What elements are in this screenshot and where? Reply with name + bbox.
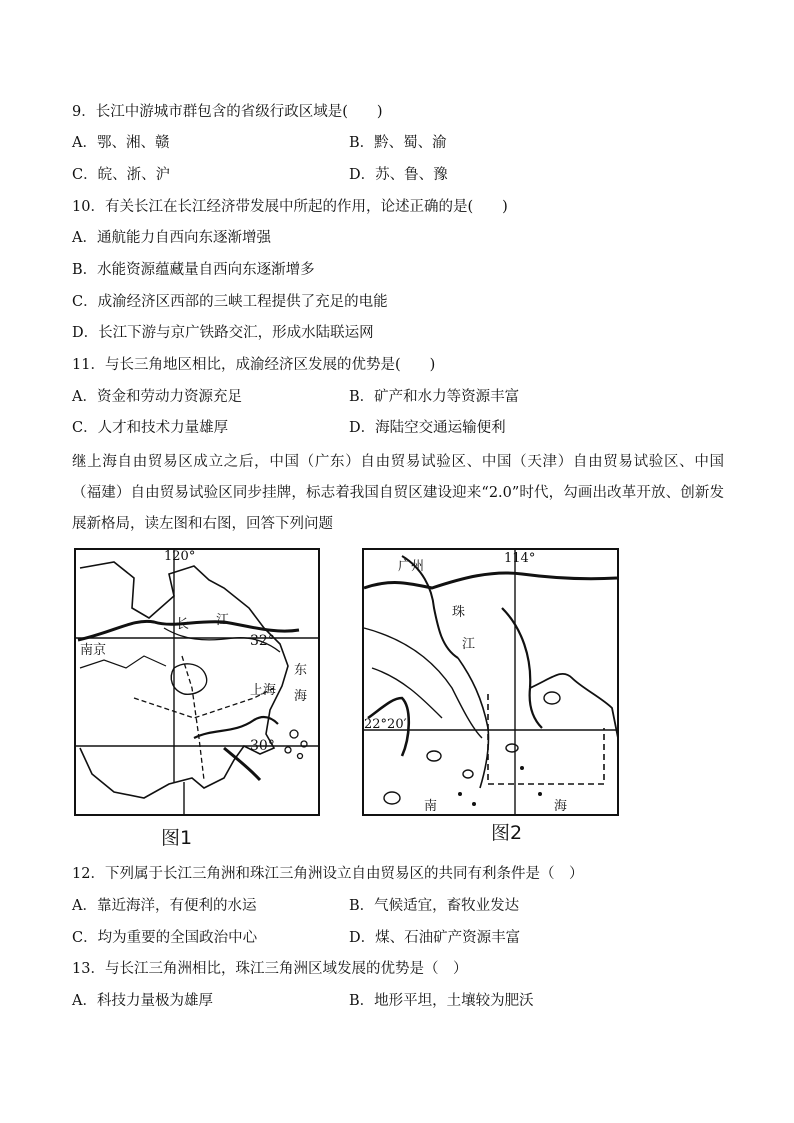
map2-latitude-label: 22°20′ [364, 717, 407, 732]
map1-label-nanjing: 南京 [80, 643, 107, 658]
q9-option-a: A．鄂、湘、赣 [72, 135, 170, 151]
q13-option-a: A．科技力量极为雄厚 [72, 993, 213, 1009]
q10-option-d: D．长江下游与京广铁路交汇，形成水陆联运网 [72, 325, 374, 341]
map2-label-nan: 南 [424, 799, 438, 814]
q9-option-b: B．黔、蜀、渝 [349, 135, 447, 151]
q13-stem: 13．与长江三角洲相比，珠江三角洲区域发展的优势是（ ） [72, 961, 468, 977]
map2-label-jiang: 江 [462, 637, 476, 652]
q12-stem: 12．下列属于长江三角洲和珠江三角洲设立自由贸易区的共同有利条件是（ ） [72, 866, 584, 882]
q11-option-c: C．人才和技术力量雄厚 [72, 420, 229, 436]
q9-stem: 9．长江中游城市群包含的省级行政区域是( ) [72, 104, 383, 120]
q11-option-d: D．海陆空交通运输便利 [349, 420, 506, 436]
map2-caption: 图2 [491, 822, 523, 844]
q10-option-a: A．通航能力自西向东逐渐增强 [72, 230, 271, 246]
q12-option-a: A．靠近海洋，有便利的水运 [72, 898, 257, 914]
q12-option-d: D．煤、石油矿产资源丰富 [349, 930, 521, 946]
q11-option-b: B．矿产和水力等资源丰富 [349, 389, 520, 405]
map1-label-shanghai: 上海 [250, 683, 277, 698]
map2-label-hai: 海 [554, 799, 568, 814]
map1-label-hai: 海 [294, 689, 308, 704]
q11-stem: 11．与长三角地区相比，成渝经济区发展的优势是( ) [72, 357, 436, 373]
map1-lat-top-label: 32° [250, 633, 275, 649]
q9-option-c: C．皖、浙、沪 [72, 167, 171, 183]
q12-option-b: B．气候适宜，畜牧业发达 [349, 898, 520, 914]
q10-option-c: C．成渝经济区西部的三峡工程提供了充足的电能 [72, 294, 388, 310]
map1-label-dong: 东 [294, 663, 308, 678]
q13-option-b: B．地形平坦，土壤较为肥沃 [349, 993, 534, 1009]
reading-passage: 继上海自由贸易区成立之后，中国（广东）自由贸易试验区、中国（天津）自由贸易试验区、中国（福建）自由贸易试验区同步挂牌，标志着我国自贸区建设迎来“2.0”时代，勾画出改革开放、创新发展新格局，读左图和右图，回答下列问题 [72, 454, 724, 532]
map1-longitude-label: 120° [164, 549, 196, 564]
q10-stem: 10．有关长江在长江经济带发展中所起的作用，论述正确的是( ) [72, 199, 508, 215]
map1-label-chang: 长 [176, 617, 190, 632]
map2-label-guangzhou: 广州 [398, 559, 425, 574]
map-figure-1 [74, 548, 320, 816]
q11-option-a: A．资金和劳动力资源充足 [72, 389, 242, 405]
map2-longitude-label: 114° [504, 551, 536, 566]
map2-label-zhu: 珠 [452, 605, 466, 620]
q10-option-b: B．水能资源蕴藏量自西向东逐渐增多 [72, 262, 315, 278]
map1-lat-bottom-label: 30° [250, 738, 275, 754]
q12-option-c: C．均为重要的全国政治中心 [72, 930, 258, 946]
map-figure-2 [362, 548, 619, 816]
map1-label-jiang: 江 [216, 613, 230, 628]
q9-option-d: D．苏、鲁、豫 [349, 167, 448, 183]
map1-caption: 图1 [161, 827, 193, 849]
